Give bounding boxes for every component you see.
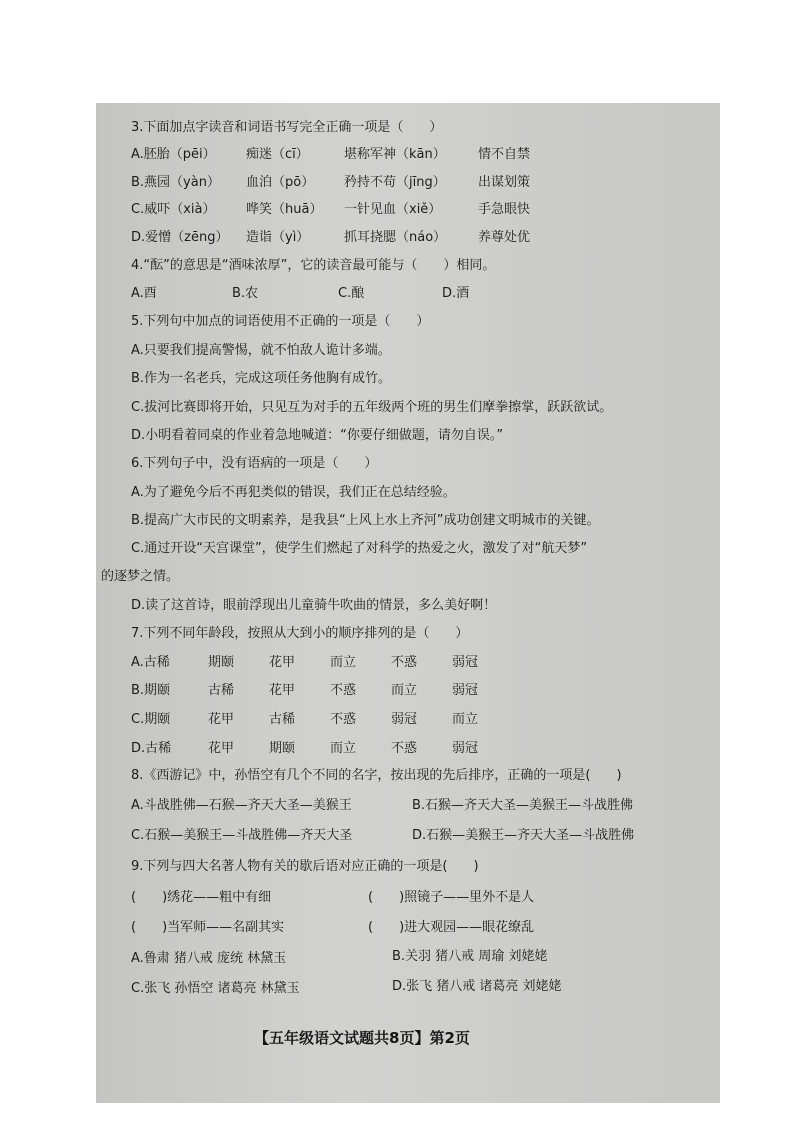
q7-c-4: 不惑 — [330, 712, 357, 727]
q3-d-3: 抓耳挠腮（náo） — [344, 230, 447, 245]
q8-option-a: A.斗战胜佛—石猴—齐天大圣—美猴王 — [131, 798, 352, 813]
q6-option-c-continued: 的逐梦之情。 — [101, 569, 180, 584]
q7-d-4: 而立 — [330, 741, 357, 756]
q7-d-6: 弱冠 — [452, 741, 479, 756]
q7-c-1: C.期颐 — [131, 712, 171, 727]
q9-option-c: C.张飞 孙悟空 诸葛亮 林黛玉 — [131, 981, 300, 996]
q3-c-3: 一针见血（xiě） — [344, 202, 442, 217]
q7-c-2: 花甲 — [208, 712, 235, 727]
q3-a-4: 情不自禁 — [478, 147, 531, 162]
q7-d-1: D.古稀 — [131, 741, 172, 756]
q3-b-2: 血泊（pō） — [246, 175, 315, 190]
q7-b-5: 而立 — [391, 683, 418, 698]
q5-stem: 5.下列句中加点的词语使用不正确的一项是（ ） — [131, 314, 430, 329]
q7-d-2: 花甲 — [208, 741, 235, 756]
q4-stem: 4.“酝”的意思是“酒味浓厚”，它的读音最可能与（ ）相同。 — [131, 258, 496, 273]
q9-option-b: B.关羽 猪八戒 周瑜 刘姥姥 — [392, 949, 548, 964]
q3-d-1: D.爱憎（zēng） — [131, 230, 229, 245]
q7-d-5: 不惑 — [391, 741, 418, 756]
q7-c-3: 古稀 — [269, 712, 296, 727]
q7-a-5: 不惑 — [391, 655, 418, 670]
q8-stem: 8.《西游记》中，孙悟空有几个不同的名字，按出现的先后排序，正确的一项是( ) — [131, 768, 622, 783]
q7-b-2: 古稀 — [208, 683, 235, 698]
q6-option-d: D.读了这首诗，眼前浮现出儿童骑牛吹曲的情景，多么美好啊！ — [131, 598, 497, 613]
q7-d-3: 期颐 — [269, 741, 296, 756]
q3-a-3: 堪称军神（kān） — [344, 147, 446, 162]
q8-option-b: B.石猴—齐天大圣—美猴王—斗战胜佛 — [412, 798, 634, 813]
q7-a-4: 而立 — [330, 655, 357, 670]
q9-pair-1: ( )绣花——粗中有细 — [131, 890, 272, 905]
q3-c-4: 手急眼快 — [478, 202, 531, 217]
q6-option-c: C.通过开设“天宫课堂”，使学生们燃起了对科学的热爱之火，激发了对“航天梦” — [131, 541, 588, 556]
q9-pair-3: ( )当军师——名副其实 — [131, 920, 285, 935]
q9-pair-2: ( )照镜子——里外不是人 — [368, 890, 535, 905]
q7-c-5: 弱冠 — [391, 712, 418, 727]
q7-b-3: 花甲 — [269, 683, 296, 698]
q3-b-1: B.燕园（yàn） — [131, 175, 220, 190]
q3-stem: 3.下面加点字读音和词语书写完全正确一项是（ ） — [131, 120, 443, 135]
page-footer: 【五年级语文试题共8页】第2页 — [254, 1029, 470, 1047]
q7-a-1: A.古稀 — [131, 655, 170, 670]
q7-stem: 7.下列不同年龄段，按照从大到小的顺序排列的是（ ） — [131, 626, 469, 641]
q9-option-d: D.张飞 猪八戒 诸葛亮 刘姥姥 — [392, 979, 562, 994]
q6-option-b: B.提高广大市民的文明素养，是我县“上风上水上齐河”成功创建文明城市的关键。 — [131, 513, 600, 528]
q3-d-2: 造诣（yì） — [246, 230, 310, 245]
q5-option-b: B.作为一名老兵，完成这项任务他胸有成竹。 — [131, 371, 392, 386]
q3-a-2: 痴迷（cī） — [246, 147, 309, 162]
q5-option-a: A.只要我们提高警惕，就不怕敌人诡计多端。 — [131, 343, 391, 358]
q5-option-c: C.拔河比赛即将开始，只见互为对手的五年级两个班的男生们摩拳擦掌，跃跃欲试。 — [131, 400, 613, 415]
q4-option-c: C.酿 — [338, 286, 365, 301]
q4-option-a: A.酉 — [131, 286, 157, 301]
q7-c-6: 而立 — [452, 712, 479, 727]
q7-b-1: B.期颐 — [131, 683, 171, 698]
q9-pair-4: ( )进大观园——眼花缭乱 — [368, 920, 535, 935]
q7-a-3: 花甲 — [269, 655, 296, 670]
q3-d-4: 养尊处优 — [478, 230, 531, 245]
q6-option-a: A.为了避免今后不再犯类似的错误，我们正在总结经验。 — [131, 485, 456, 500]
q8-option-c: C.石猴—美猴王—斗战胜佛—齐天大圣 — [131, 828, 353, 843]
q3-c-2: 哗笑（huā） — [246, 202, 323, 217]
q9-option-a: A.鲁肃 猪八戒 庞统 林黛玉 — [131, 951, 287, 966]
q4-option-d: D.酒 — [442, 286, 470, 301]
q7-b-6: 弱冠 — [452, 683, 479, 698]
q3-b-3: 矜持不苟（jīng） — [344, 175, 446, 190]
q3-c-1: C.威吓（xià） — [131, 202, 216, 217]
q8-option-d: D.石猴—美猴王—齐天大圣—斗战胜佛 — [412, 828, 635, 843]
q7-b-4: 不惑 — [330, 683, 357, 698]
q5-option-d: D.小明看着同桌的作业着急地喊道：“你要仔细做题，请勿自误。” — [131, 428, 504, 443]
q6-stem: 6.下列句子中，没有语病的一项是（ ） — [131, 456, 378, 471]
q4-option-b: B.农 — [232, 286, 259, 301]
q3-b-4: 出谋划策 — [478, 175, 531, 190]
q7-a-2: 期颐 — [208, 655, 235, 670]
q9-stem: 9.下列与四大名著人物有关的歇后语对应正确的一项是( ) — [131, 859, 479, 874]
q3-a-1: A.胚胎（pēi） — [131, 147, 216, 162]
q7-a-6: 弱冠 — [452, 655, 479, 670]
